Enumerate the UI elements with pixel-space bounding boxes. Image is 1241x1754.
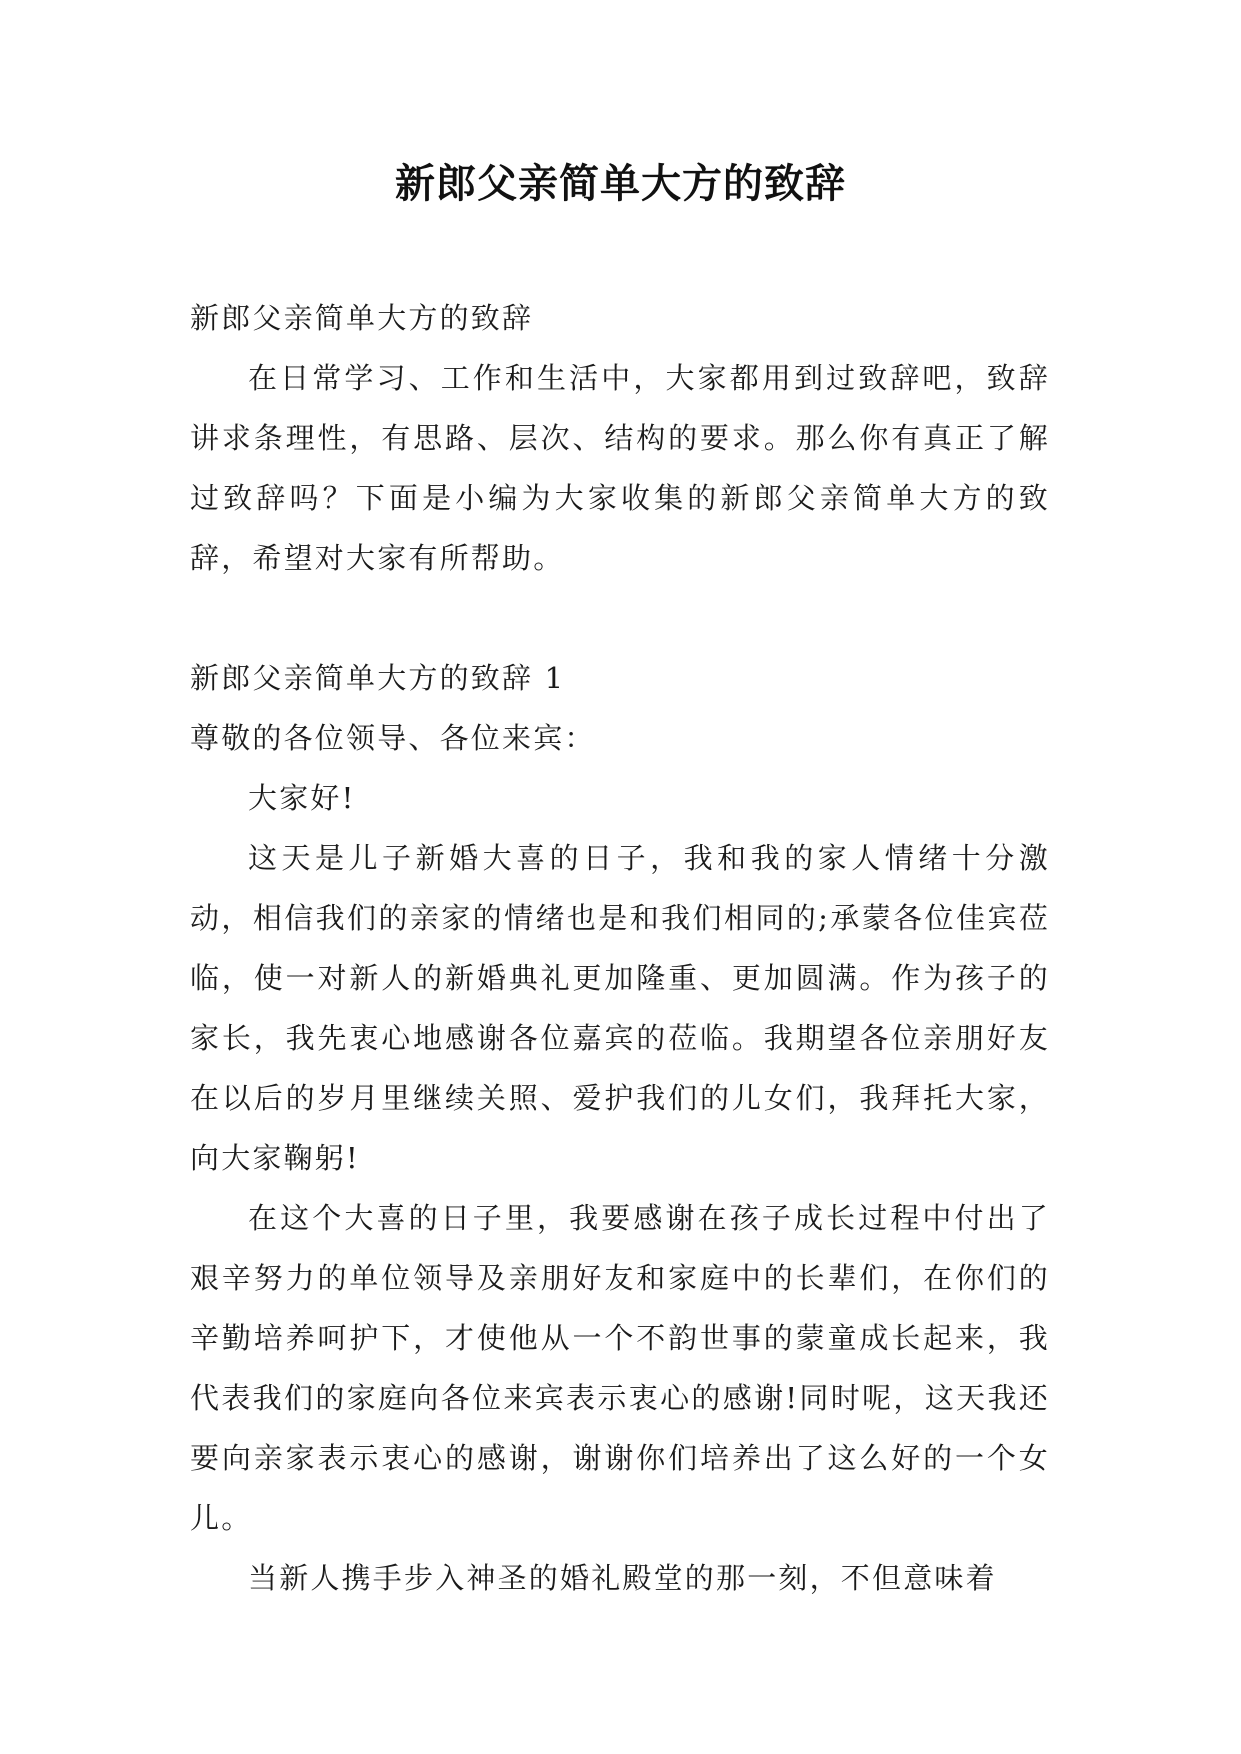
document-title: 新郎父亲简单大方的致辞 [395,161,846,207]
body-paragraph-1: 这天是儿子新婚大喜的日子，我和我的家人情绪十分激动，相信我们的亲家的情绪也是和我们相同的;承蒙各位佳宾莅临，使一对新人的新婚典礼更加隆重、更加圆满。作为孩子的家长，我先衷心地感谢各位嘉宾的莅临。我期望各位亲朋好友在以后的岁月里继续关照、爱护我们的儿女们，我拜托大家，向大家鞠躬! [190,841,1050,1175]
section-heading: 新郎父亲简单大方的致辞 1 [190,661,566,695]
document-body [190,288,1050,1608]
body-paragraph-3: 当新人携手步入神圣的婚礼殿堂的那一刻，不但意味着 [248,1561,997,1595]
salutation: 尊敬的各位领导、各位来宾： [190,721,596,755]
intro-paragraph: 在日常学习、工作和生活中，大家都用到过致辞吧，致辞讲求条理性，有思路、层次、结构的要求。那么你有真正了解过致辞吗？下面是小编为大家收集的新郎父亲简单大方的致辞，希望对大家有所帮助。 [190,361,1050,575]
greeting: 大家好! [248,781,356,815]
body-paragraph-2: 在这个大喜的日子里，我要感谢在孩子成长过程中付出了艰辛努力的单位领导及亲朋好友和家庭中的长辈们，在你们的辛勤培养呵护下，才使他从一个不韵世事的蒙童成长起来，我代表我们的家庭向各位来宾表示衷心的感谢!同时呢，这天我还要向亲家表示衷心的感谢，谢谢你们培养出了这么好的一个女儿。 [190,1201,1050,1535]
document-subtitle: 新郎父亲简单大方的致辞 [190,301,534,335]
